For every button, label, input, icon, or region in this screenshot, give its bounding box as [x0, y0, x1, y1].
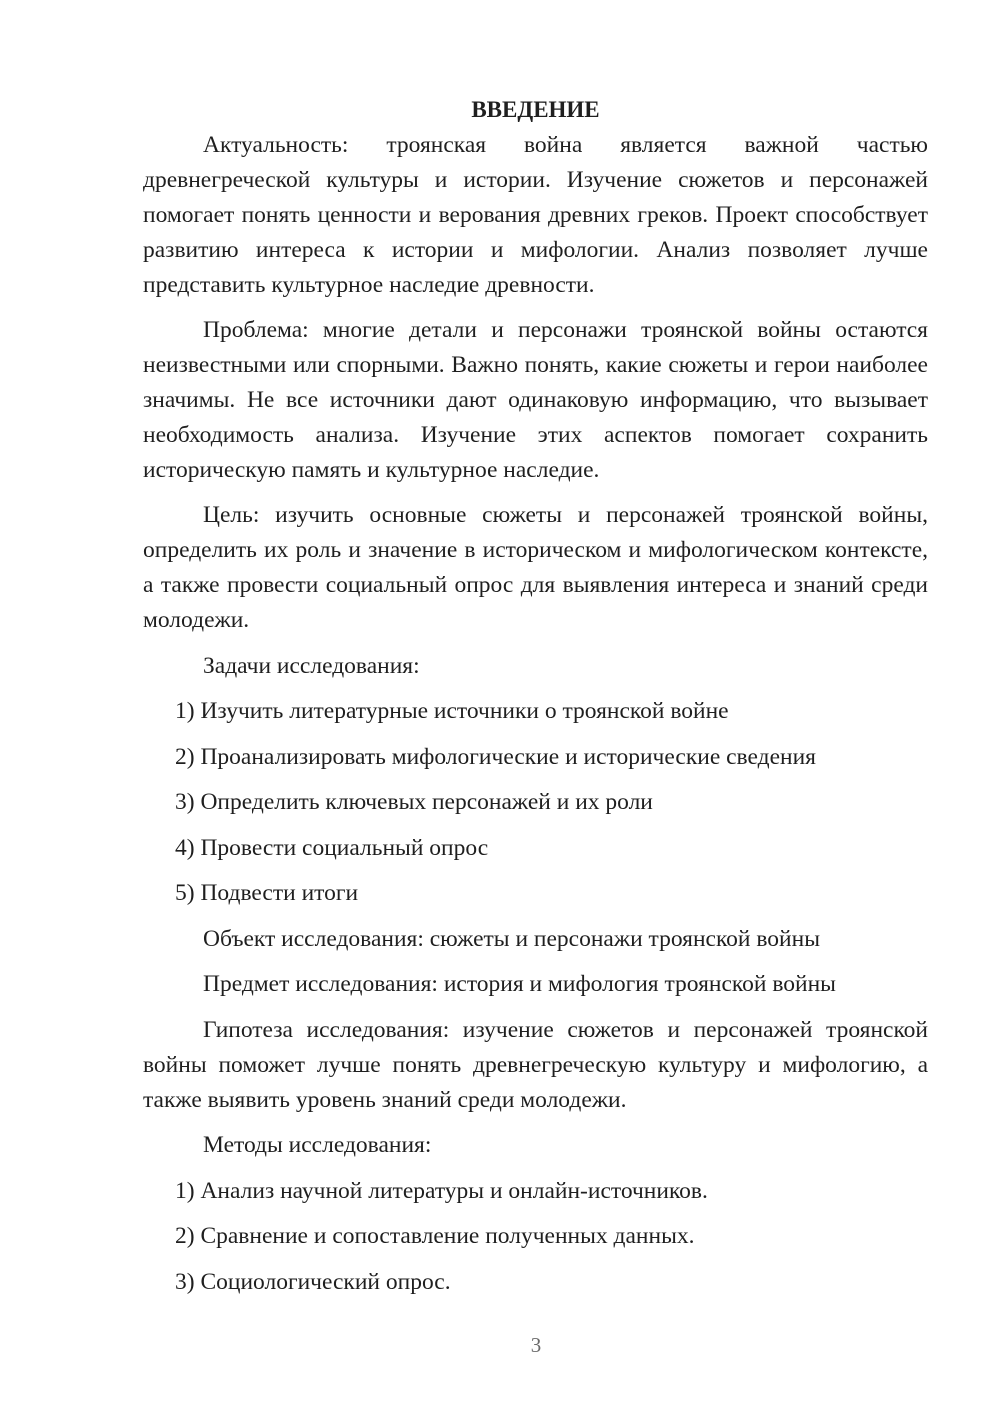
page-number: 3: [530, 1333, 542, 1357]
task-item: 5) Подвести итоги: [175, 880, 359, 906]
problem-paragraph: Проблема: многие детали и персонажи троянской войны остаются неизвестными или спорными. Важно понять, какие сюжеты и герои наиболее значимы. Не все источники дают одинаковую информацию, что вызывает необходимость анализа. Изучение этих аспектов помогает сохранить историческую память и культурное наследие.: [143, 317, 928, 483]
task-item: 3) Определить ключевых персонажей и их роли: [175, 789, 653, 815]
tasks-heading: Задачи исследования:: [203, 652, 420, 679]
methods-heading: Методы исследования:: [203, 1132, 432, 1158]
method-item: 2) Сравнение и сопоставление полученных данных.: [175, 1223, 695, 1249]
task-item: 1) Изучить литературные источники о троянской войне: [175, 698, 729, 724]
method-item: 1) Анализ научной литературы и онлайн-источников.: [175, 1177, 708, 1204]
task-item: 4) Провести социальный опрос: [175, 834, 489, 861]
section-title: ВВЕДЕНИЕ: [471, 97, 600, 122]
hypothesis-paragraph: Гипотеза исследования: изучение сюжетов и персонажей троянской войны поможет лучше понять древнегреческую культуру и мифологию, а также выявить уровень знаний среди молодежи.: [143, 1016, 928, 1113]
research-subject: Предмет исследования: история и мифология троянской войны: [203, 971, 836, 997]
page-content: [143, 92, 928, 1300]
research-object: Объект исследования: сюжеты и персонажи троянской войны: [203, 925, 821, 952]
method-item: 3) Социологический опрос.: [175, 1268, 451, 1295]
goal-paragraph: Цель: изучить основные сюжеты и персонажей троянской войны, определить их роль и значение в историческом и мифологическом контексте, а также провести социальный опрос для выявления интереса и знаний среди молодежи.: [143, 502, 928, 633]
relevance-paragraph: Актуальность: троянская война является важной частью древнегреческой культуры и истории. Изучение сюжетов и персонажей помогает понять ценности и верования древних греков. Проект способствует развитию интереса к истории и мифологии. Анализ позволяет лучше представить культурное наследие древности.: [143, 132, 928, 298]
task-item: 2) Проанализировать мифологические и исторические сведения: [175, 743, 816, 770]
